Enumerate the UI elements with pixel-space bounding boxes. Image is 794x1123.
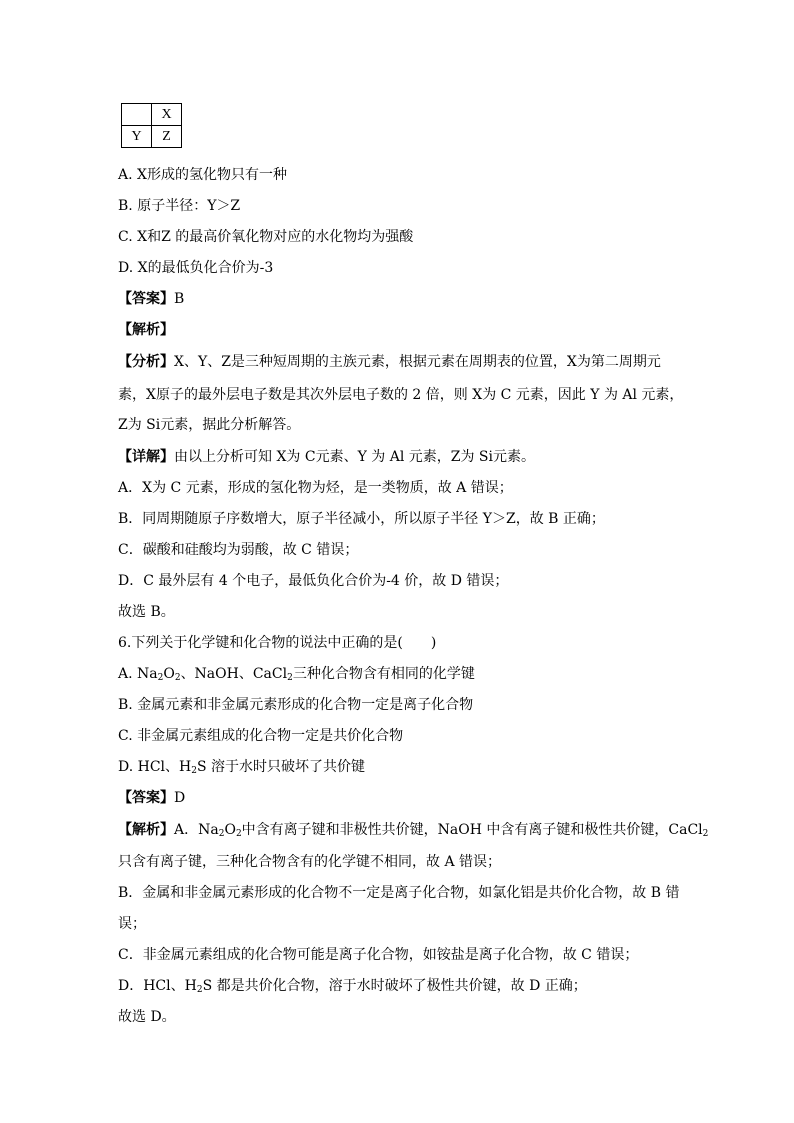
table-cell: Y [122,126,152,148]
q5-detail-d: D．C 最外层有 4 个电子，最低负化合价为-4 价，故 D 错误； [118,573,509,589]
q5-option-a: A. X形成的氢化物只有一种 [118,167,287,183]
q6-analysis-c: C．非金属元素组成的化合物可能是离子化合物，如铵盐是离子化合物，故 C 错误； [118,947,639,963]
q5-answer [118,289,184,309]
element-position-table [121,103,182,148]
q5-detail-c: C．碳酸和硅酸均为弱酸，故 C 错误； [118,542,359,558]
table-row [122,104,182,126]
q6-analysis-d: D．HCl、$H_2S$ 都是共价化合物，溶于水时破坏了极性共价键，故 D 正确； [118,978,587,995]
q6-option-b: B. 金属元素和非金属元素形成的化合物一定是离子化合物 [118,697,474,713]
q6-option-a: A. $Na_2O_2$、NaOH、CaCl$_2$三种化合物含有相同的化学键 [118,666,475,683]
analysis-label: 【解析】 [118,822,174,838]
q6-option-c: C. 非金属元素组成的化合物一定是共价化合物 [118,728,404,744]
q5-conclusion: 故选 B。 [118,604,175,620]
table-cell: Z [152,126,182,148]
q6-conclusion: 故选 D。 [118,1009,176,1025]
q6-analysis-b-line-2: 误； [118,916,146,932]
q6-analysis-b-line-1: B．金属和非金属元素形成的化合物不一定是离子化合物，如氯化铝是共价化合物，故 B 错 [118,885,680,901]
answer-label: 【答案】 [118,790,174,806]
q5-option-c: C. X和Z 的最高价氧化物对应的水化物均为强酸 [118,229,414,245]
q5-fenxi-line-1: 【分析】X、Y、Z是三种短周期的主族元素，根据元素在周期表的位置，X为第二周期元 [118,354,661,370]
q5-fenxi-line-3: Z为 Si元素，据此分析解答。 [118,417,301,433]
table-cell [122,104,152,126]
answer-label: 【答案】 [118,291,174,307]
q5-fenxi-line-2: 素，X原子的最外层电子数是其次外层电子数的 2 倍，则 X为 C 元素，因此 Y 为 Al 元素， [118,387,684,403]
q6-analysis-a-line-2: 只含有离子键，三种化合物含有的化学键不相同，故 A 错误； [118,854,502,870]
fenxi-label: 【分析】 [118,354,174,370]
q5-analysis-label: 【解析】 [118,322,174,338]
q5-xiangjie: 【详解】由以上分析可知 X为 C元素、Y 为 Al 元素，Z为 Si元素。 [118,449,536,465]
q6-analysis-a-line-1: 【解析】A．$Na_2O_2$中含有离子键和非极性共价键，NaOH 中含有离子键和极性共价键，CaCl$_2$ [118,822,709,839]
table-cell: X [152,104,182,126]
q5-detail-a: A．X为 C 元素，形成的氢化物为烃，是一类物质，故 A 错误； [118,480,513,496]
answer-value: B [174,291,185,307]
q6-option-d: D. HCl、$H_2S$ 溶于水时只破坏了共价键 [118,759,366,776]
q6-answer [118,788,185,808]
q5-option-d: D. X的最低负化合价为-3 [118,260,274,276]
q6-stem: 6.下列关于化学键和化合物的说法中正确的是( ) [118,635,437,651]
answer-value: D [174,790,186,806]
q5-option-b: B. 原子半径：Y＞Z [118,198,241,214]
table-row [122,126,182,148]
q5-detail-b: B．同周期随原子序数增大，原子半径减小，所以原子半径 Y＞Z，故 B 正确； [118,511,605,527]
xiangjie-label: 【详解】 [118,449,174,465]
